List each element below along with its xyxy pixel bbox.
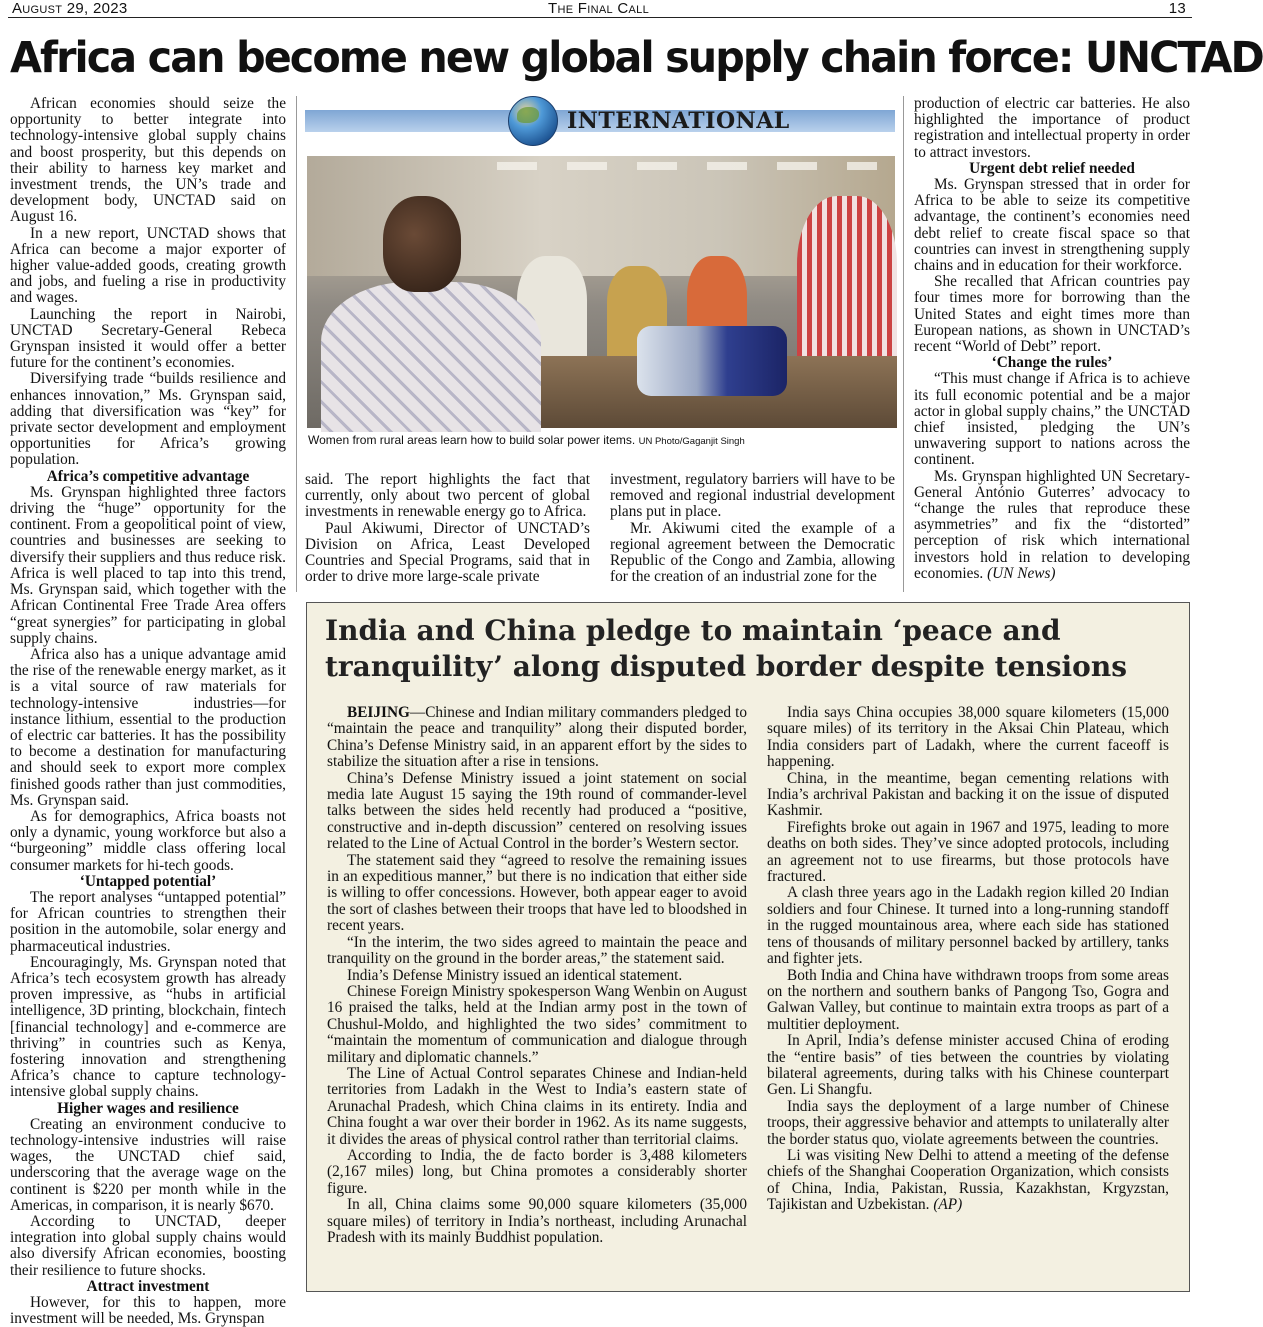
article-column-3 [610,472,895,590]
dateline: BEIJING [347,704,410,721]
article-photo [307,156,895,428]
paragraph: Mr. Akiwumi cited the example of a regional agreement between the Democratic Republic of the Congo and Zambia, allowing for the creation of an industrial zone for the [610,519,895,586]
column-divider [903,96,904,592]
paragraph: India says the deployment of a large number of Chinese troops, their aggressive behavior and attempts to unilaterally alter the border status quo, violate agreements between the countries. [767,1097,1169,1148]
publication-name: The Final Call [548,0,650,17]
masthead [8,0,1186,18]
paragraph [767,1148,1169,1214]
subheading: Higher wages and resilience [57,1099,239,1117]
paragraph: India says China occupies 38,000 square kilometers (15,000 square miles) of its territory in the Aksai Chin Plateau, which India considers part of Ladakh, where the current faceoff is happening. [767,704,1169,771]
paragraph: Chinese Foreign Ministry spokesperson Wang Wenbin on August 16 praised the talks, held at the Indian army post in the town of Chushul-Moldo, and highlighted the two sides’ commitment to “maintain the momentum of communication and dialogue through military and diplomatic channels.” [327,982,747,1066]
column-divider [296,96,297,592]
india-china-article-box [306,602,1190,1292]
paragraph: A clash three years ago in the Ladakh region killed 20 Indian soldiers and four Chinese. It turned into a long-running standoff in the rugged mountainous area, where each side has stationed tens of thousands of military personnel backed by artillery, tanks and fighter jets. [767,884,1169,968]
photo-credit: UN Photo/Gaganjit Singh [638,436,745,447]
paragraph: investment, regulatory barriers will have to be removed and regional industrial development plans put in place. [610,471,895,521]
paragraph: Both India and China have withdrawn troops from some areas on the northern and southern banks of Pangong Tso, Gogra and Galwan Valley, but continue to maintain extra troops as part of a multitier deployment. [767,966,1169,1033]
photo-figure-head [383,196,461,292]
photo-figure [797,196,897,366]
photo-figure [321,196,541,428]
paragraph: According to India, the de facto border is 3,488 kilometers (2,167 miles) long, but China promotes a considerably shorter figure. [327,1146,747,1197]
article-column-1 [10,95,286,1327]
paragraph: Paul Akiwumi, Director of UNCTAD’s Division on Africa, Least Developed Countries and Special Programs, said that in order to drive more large-scale private [305,519,590,586]
paragraph [327,705,747,771]
article-column-2 [305,472,590,590]
subheading: ‘Change the rules’ [991,354,1113,372]
paragraph: China, in the meantime, began cementing relations with India’s archrival Pakistan and backing it on the issue of disputed Kashmir. [767,769,1169,820]
paragraph: India’s Defense Ministry issued an identical statement. [347,966,683,984]
section-label: INTERNATIONAL [567,108,790,134]
box-column-2 [767,705,1169,1283]
paragraph: “In the interim, the two sides agreed to maintain the peace and tranquility on the ground in the border areas,” the statement said. [327,933,747,968]
paragraph: African economies should seize the opportunity to better integrate into technology-intensive global supply chains and boost prosperity, but this depends on their ability to harness key market and investment trends, the UN’s trade and development body, UNCTAD said on August 16. [10,95,286,226]
subheading: Attract investment [86,1277,210,1295]
paragraph-text: Li was visiting New Delhi to attend a meeting of the defense chiefs of the Shanghai Cooperation Organization, which consists of China, India, Pakistan, Russia, Kazakhstan, Krgyzstan, Tajikistan and Uzbekistan. [767,1146,1169,1214]
paragraph-text: —Chinese and Indian military commanders pledged to “maintain the peace and tranquility” along their disputed border, China’s Defense Ministry said, in an apparent effort by the sides to stabilize the situation after a rise in tensions. [327,704,747,771]
paragraph: production of electric car batteries. He also highlighted the importance of product registration and intellectual property in order to attract investors. [914,95,1190,161]
paragraph: Launching the report in Nairobi, UNCTAD Secretary-General Rebeca Grynspan insisted it would offer a better future for the continent’s economies. [10,305,286,372]
main-headline: Africa can become new global supply chain force: UNCTAD [10,33,1263,83]
box-column-1 [327,705,747,1283]
subheading: Africa’s competitive advantage [46,467,250,485]
caption-text: Women from rural areas learn how to build solar power items. [308,433,636,447]
paragraph: Africa also has a unique advantage amid the rise of the renewable energy market, as it is a vital source of raw materials for technology-intensive industries—for instance lithium, essential to the production of electric car batteries. It has the possibility to become a destination for manufacturing and should seek to export more complex finished goods rather than just commodities, Ms. Grynspan said. [10,645,286,809]
subheading: Urgent debt relief needed [969,159,1135,177]
paragraph: said. The report highlights the fact that currently, only about two percent of global investments in renewable energy go to Africa. [305,471,590,521]
page-number: 13 [1168,0,1186,17]
paragraph: She recalled that African countries pay four times more for borrowing than the United States and eight times more than European nations, as shown in UNCTAD’s recent “World of Debt” report. [914,273,1190,356]
article-source: (AP) [933,1196,963,1214]
paragraph: China’s Defense Ministry issued a joint statement on social media late August 15 saying the 19th round of commander-level talks between the sides held recently had produced a “positive, constructive and in-depth discussion” centered on resolving issues related to the Line of Actual Control in the border’s Western sector. [327,769,747,853]
photo-solar-device [637,326,787,396]
paragraph-text: Ms. Grynspan highlighted UN Secretary-General António Guterres’ advocacy to “change the rules that reproduce these asymmetries” and fix the “distorted” perception of risk which international investors hold in relation to developing economies. [914,467,1190,582]
paragraph: According to UNCTAD, deeper integration into global supply chains would also diversify African economies, boosting their resilience to future shocks. [10,1213,286,1279]
paragraph: Firefights broke out again in 1967 and 1975, leading to more deaths on both sides. They’ve since adopted protocols, including an agreement not to use firearms, but those protocols have fractured. [767,818,1169,886]
paragraph: Encouragingly, Ms. Grynspan noted that Africa’s tech ecosystem growth has already proven impressive, as “hubs in artificial intelligence, 3D printing, blockchain, fintech [financial technology] and e-commerce are thriving” in countries such as Kenya, fostering innovation and strengthening Africa’s chance to capture technology-intensive global supply chains. [10,953,286,1101]
paragraph: The Line of Actual Control separates Chinese and Indian-held territories from Ladakh in the West to India’s eastern state of Arunachal Pradesh, which China claims in its entirety. India and China fought a war over their border in 1962. As its name suggests, it divides the areas of physical control rather than territorial claims. [327,1064,747,1148]
paragraph [914,469,1190,582]
second-headline: India and China pledge to maintain ‘peace and tranquility’ along disputed border despite tensions [325,614,1127,683]
paragraph: The statement said they “agreed to resolve the remaining issues in an expeditious manner,” but there is no indication that either side is willing to offer concessions. However, both appear eager to avoid the sort of clashes between their troops that have led to bloodshed in recent years. [327,851,747,935]
article-column-4 [914,96,1190,594]
paragraph: Ms. Grynspan highlighted three factors driving the “huge” opportunity for the continent. From a geopolitical point of view, countries and businesses are seeking to diversify their suppliers and thus reduce risk. Africa is well placed to tap into this trend, Ms. Grynspan said, which together with the African Continental Free Trade Area offers “great synergies” for participating in global supply chains. [10,483,286,647]
globe-icon [508,96,558,146]
paragraph: “This must change if Africa is to achieve its full economic potential and be a major actor in global supply chains,” the UNCTAD chief insisted, pledging the UN’s unwavering support to nations across the continent. [914,370,1190,469]
paragraph: However, for this to happen, more investment will be needed, Ms. Grynspan [10,1294,286,1327]
paragraph: Ms. Grynspan stressed that in order for Africa to be able to seize its competitive advantage, the continent’s economies need debt relief to create fiscal space so that countries can invest in strengthening supply chains and in education for their workforce. [914,176,1190,275]
photo-ceiling-lights [497,162,877,170]
paragraph: Creating an environment conducive to technology-intensive industries will raise wages, the UNCTAD chief said, underscoring that the average wage on the continent is $220 per month while in the Americas, in comparison, it is nearly $670. [10,1115,286,1214]
masthead-rule [8,17,1192,18]
photo-caption [308,433,896,447]
paragraph: Diversifying trade “builds resilience and enhances innovation,” Ms. Grynspan said, adding that diversification was “key” for private sector development and employment opportunities for Africa’s growing population. [10,370,286,469]
section-banner [305,96,895,148]
paragraph: In a new report, UNCTAD shows that Africa can become a major exporter of higher value-added goods, creating growth and jobs, and fueling a rise in productivity and wages. [10,224,286,307]
subheading: ‘Untapped potential’ [79,872,217,890]
paragraph: In all, China claims some 90,000 square kilometers (35,000 square miles) of territory in India’s northeast, including Arunachal Pradesh with its mainly Buddhist population. [327,1196,747,1246]
issue-date: August 29, 2023 [12,0,128,17]
paragraph: The report analyses “untapped potential” for African countries to strengthen their position in the automobile, solar energy and pharmaceutical industries. [10,888,286,955]
paragraph: In April, India’s defense minister accused China of eroding the “entire basis” of ties between the countries by violating bilateral agreements, during talks with his Chinese counterpart Gen. Li Shangfu. [767,1032,1169,1099]
photo-figure-body [321,282,541,432]
article-source: (UN News) [987,564,1056,582]
paragraph: As for demographics, Africa boasts not only a dynamic, young workforce but also a “burgeoning” middle class offering local consumer markets for hi-tech goods. [10,807,286,874]
